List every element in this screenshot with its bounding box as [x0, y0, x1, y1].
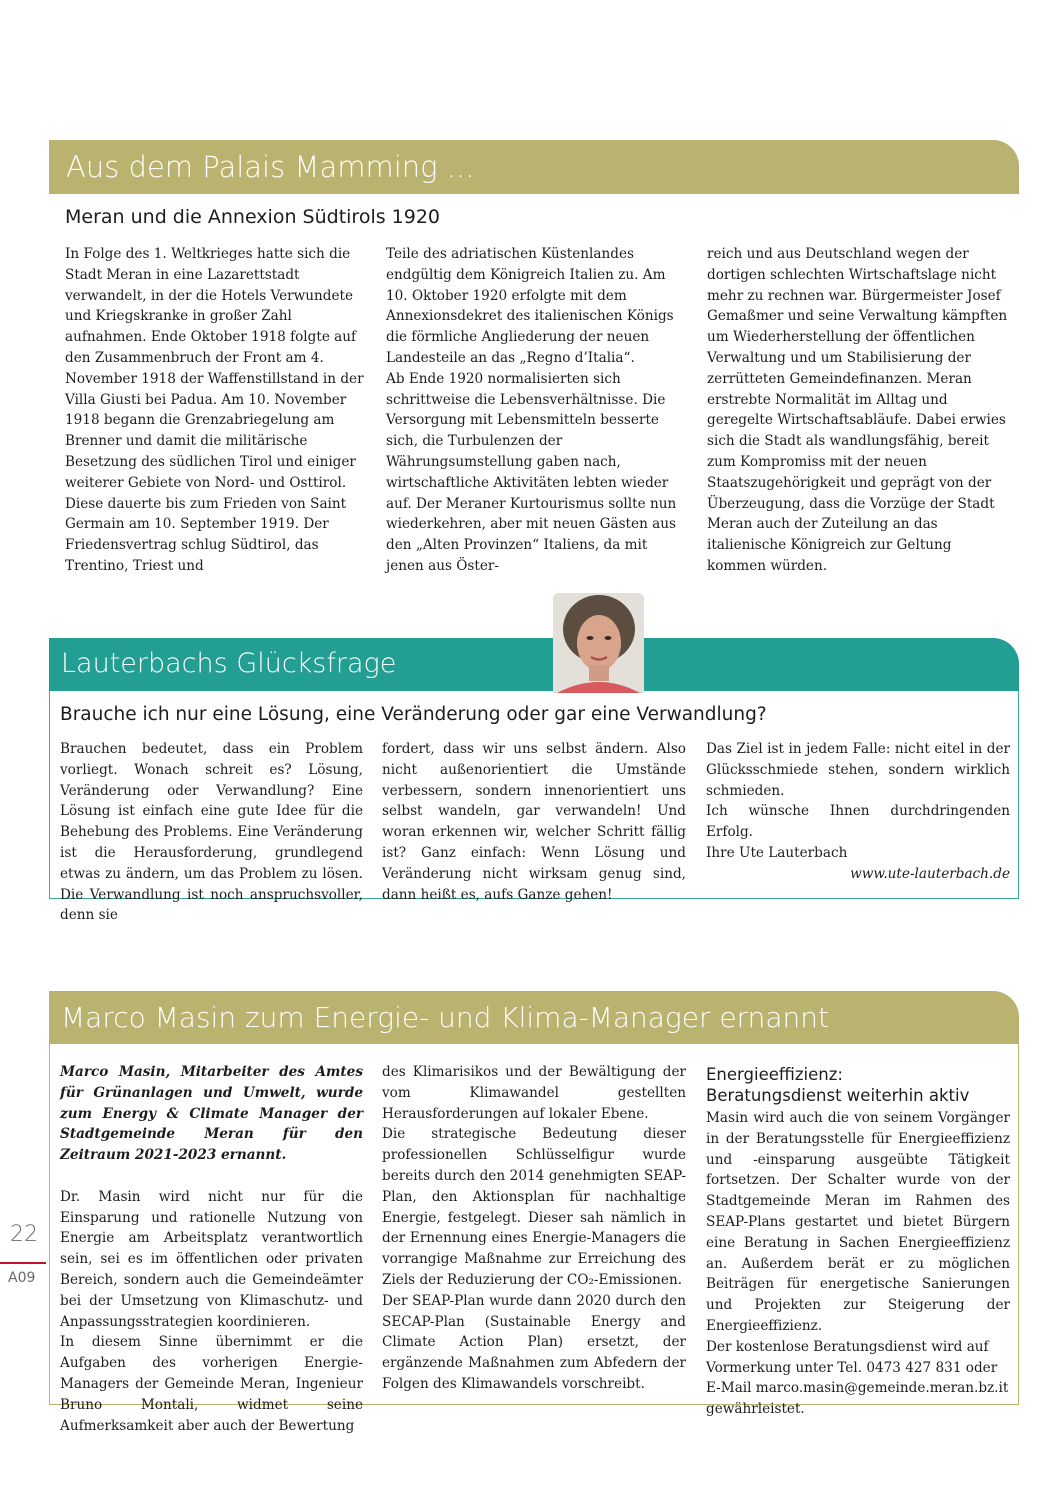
paragraph: reich und aus Deutschland wegen der dortigen schlechten Wirtschaftslage nicht mehr zu rechnen war. Bürgermeister Josef Gemaßmer und seine Verwaltung kämpften um Wiederherstellung der öffentlichen Verwaltung und um Stabilisierung der zerrütteten Gemeindefinanzen. Meran erstrebte Normalität im Alltag und geregelte Wirtschaftsabläufe. Dabei erwies sich die Stadt als wandlungsfähig, bereit zum Kompromiss mit der neuen Staatszugehörigkeit und geprägt von der Überzeugung, dass die Vorzüge der Stadt Meran auch der Zuteilung an das italienische Königreich zur Geltung kommen würden.	[707, 246, 1008, 574]
paragraph: Ich wünsche Ihnen durchdringenden Erfolg.	[706, 803, 1010, 841]
page-code: A09	[8, 1270, 36, 1286]
paragraph: fordert, dass wir uns selbst ändern. Also nicht außenorientiert die Umstände verbessern, sondern innenorientiert uns selbst wandeln, gar verwandeln! Und woran erkennen wir, welcher Schritt fällig ist? Ganz einfach: Wenn Lösung und Veränderung nicht wirksam genug sind, dann heißt es, aufs Ganze gehen!	[382, 741, 686, 903]
text-column-3	[706, 739, 1010, 864]
text-column-1	[60, 739, 363, 926]
paragraph: Dr. Masin wird nicht nur für die Einsparung und rationelle Nutzung von Energie am Arbeitsplatz verantwortlich sein, sei es im öffentlichen oder privaten Bereich, sondern auch die Gemeindeämter bei der Umsetzung von Klimaschutz- und Anpassungsstrategien koordinieren.	[60, 1188, 363, 1330]
banner-title: Lauterbachs Glücksfrage	[61, 648, 397, 679]
paragraph: In Folge des 1. Weltkrieges hatte sich die Stadt Meran in eine Lazarettstadt verwandelt, in der die Hotels Verwundete und Kriegskranke in großer Zahl aufnahmen. Ende Oktober 1918 folgte auf den Zusammenbruch der Front am 4. November 1918 der Waffenstillstand in der Villa Giusti bei Padua. Am 10. November 1918 begann die Grenzabriegelung am Brenner und damit die militärische Besetzung des südlichen Tirol und einiger weiterer Gebiete von Nord- und Osttirol.	[65, 246, 364, 491]
paragraph: Der kostenlose Beratungsdienst wird auf Vormerkung unter Tel. 0473 427 831 oder E-Mail marco.masin@gemeinde.meran.bz.it gewährleistet.	[706, 1338, 1009, 1418]
section-banner-palais-mamming	[49, 140, 1019, 194]
article-subtitle: Brauche ich nur eine Lösung, eine Veränderung oder gar eine Verwandlung?	[60, 704, 767, 725]
paragraph: In diesem Sinne übernimmt er die Aufgaben des vorherigen Energie-Managers der Gemeinde Meran, Ingenieur Bruno Montali, widmet seine Aufmerksamkeit aber auch der Bewertung	[60, 1334, 363, 1434]
text-column-1	[60, 1062, 363, 1436]
website-link[interactable]: www.ute-lauterbach.de	[850, 866, 1010, 882]
author-portrait	[553, 593, 644, 693]
paragraph: Die strategische Bedeutung dieser professionellen Schlüsselfigur wurde bereits durch den 2014 genehmigten SEAP-Plan, den Aktionsplan für nachhaltige Energie, festgelegt. Dieser sah nämlich in der Ernennung eines Energie-Managers die vorrangige Maßnahme zur Erreichung des Ziels der Reduzierung der CO₂-Emissionen.	[382, 1126, 686, 1288]
paragraph: Diese dauerte bis zum Frieden von Saint Germain am 10. September 1919. Der Friedensvertrag schlug Südtirol, das Trentino, Triest und	[65, 495, 347, 574]
banner-title: Aus dem Palais Mamming ...	[66, 150, 475, 184]
paragraph: Der SEAP-Plan wurde dann 2020 durch den SECAP-Plan (Sustainable Energy and Climate Action Plan) ersetzt, der ergänzende Maßnahmen zum Abfedern der Folgen des Klimawandels vorschreibt.	[382, 1292, 686, 1392]
paragraph: Ab Ende 1920 normalisierten sich schrittweise die Lebensverhältnisse. Die Versorgung mit Lebensmitteln besserte sich, die Turbulenzen der Währungsumstellung gaben nach, wirtschaftliche Aktivitäten lebten wieder auf. Der Meraner Kurtourismus sollte nun wiederkehren, aber mit neuen Gästen aus den „Alten Provinzen“ Italiens, da mit jenen aus Öster-	[386, 370, 677, 574]
text-column-2	[386, 244, 684, 577]
text-column-2	[382, 739, 686, 905]
banner-title: Marco Masin zum Energie- und Klima-Manager ernannt	[61, 1001, 829, 1034]
section-banner-marco-masin	[49, 991, 1019, 1044]
signature-line: Ihre Ute Lauterbach	[706, 844, 848, 861]
paragraph: Das Ziel ist in jedem Falle: nicht eitel in der Glücksschmiede stehen, sondern wirklich schmieden.	[706, 741, 1010, 799]
paragraph: des Klimarisikos und der Bewältigung der vom Klimawandel gestellten Herausforderungen auf lokaler Ebene.	[382, 1064, 686, 1122]
text-column-2	[382, 1062, 686, 1395]
paragraph: Teile des adriatischen Küstenlandes endgültig dem Königreich Italien zu. Am 10. Oktober 1920 erfolgte mit dem Annexionsdekret des italienischen Königs die förmliche Angliederung der neuen Landesteile an das „Regno d’Italia“.	[386, 246, 674, 366]
page-divider	[0, 1262, 46, 1264]
text-column-3	[706, 1064, 1010, 1420]
paragraph: Brauchen bedeutet, dass ein Problem vorliegt. Wonach schreit es? Lösung, Veränderung oder Verwandlung? Eine Lösung ist einfach eine gute Idee für die Behebung des Problems. Eine Veränderung ist die Herausforderung, grundlegend etwas zu ändern, um das Problem zu lösen. Die Verwandlung ist noch anspruchsvoller, denn sie	[60, 741, 363, 924]
article-subtitle: Meran und die Annexion Südtirols 1920	[65, 206, 441, 228]
column-heading: Energieeffizienz:	[706, 1065, 843, 1084]
page-number: 22	[10, 1222, 38, 1247]
text-column-1	[65, 244, 366, 577]
paragraph: Masin wird auch die von seinem Vorgänger in der Beratungsstelle für Energieeffizienz und -einsparung ausgeübte Tätigkeit fortsetzen. Der Schalter wurde von der Stadtgemeinde Meran im Rahmen des SEAP-Plans gestartet und bietet Bürgern eine Beratung in Sachen Energieeffizienz an. Außerdem berät er zu möglichen Beiträgen für energetische Sanierungen und Projekten zur Steigerung der Energieeffizienz.	[706, 1110, 1010, 1334]
column-heading: Beratungsdienst weiterhin aktiv	[706, 1086, 970, 1105]
section-banner-lauterbach	[49, 638, 1019, 691]
intro-paragraph: Marco Masin, Mitarbeiter des Amtes für Grünanlagen und Umwelt, wurde zum Energy & Climate Manager der Stadtgemeinde Meran für den Zeitraum 2021-2023 ernannt.	[60, 1064, 363, 1164]
text-column-3	[707, 244, 1011, 577]
portrait-image	[553, 593, 644, 693]
